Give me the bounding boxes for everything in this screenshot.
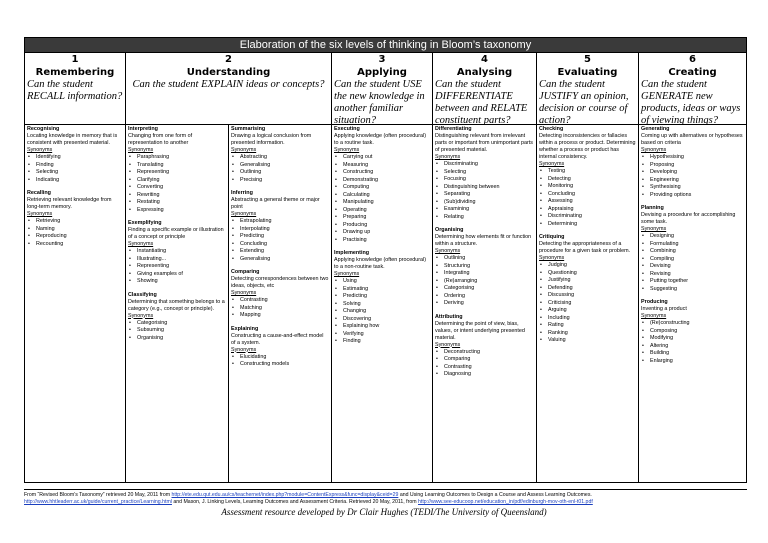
synonym-list	[435, 255, 534, 308]
synonyms-label: Synonyms	[231, 211, 257, 217]
category-description: Applying knowledge (often procedural) to a routine task.	[334, 133, 426, 146]
level-number: 2	[225, 54, 232, 65]
synonyms-label: Synonyms	[231, 147, 257, 153]
synonym-item: • Clarifying	[128, 177, 226, 185]
synonym-item: • (Re)constructing	[641, 320, 744, 328]
synonym-item: • Drawing up	[334, 229, 430, 237]
synonym-item: • Arguing	[539, 307, 636, 315]
synonyms-label: Synonyms	[539, 255, 565, 261]
category-block	[128, 126, 226, 214]
synonym-item: • Proposing	[641, 162, 744, 170]
level-number: 3	[378, 54, 386, 65]
category-block	[128, 292, 226, 343]
synonym-item: • Illustrating...	[128, 256, 226, 264]
synonym-item: • Questioning	[539, 270, 636, 278]
synonym-list	[128, 154, 226, 214]
synonyms-label: Synonyms	[435, 341, 461, 348]
synonym-item: • Focusing	[435, 176, 534, 184]
synonyms-label: Synonyms	[128, 241, 154, 247]
synonym-item: • Discriminating	[539, 213, 636, 221]
category-description: Changing from one form of representation to another	[128, 133, 193, 146]
citation-text: and Mason, J. Linking Levels, Learning Outcomes and Assessment Criteria. Retrieved 20 May, 2011, from	[173, 499, 417, 505]
synonym-item: • Constructing models	[231, 361, 329, 369]
synonym-item: • Generalising	[231, 256, 329, 264]
citation-link[interactable]: http://www.see-educoop.net/education_in/pdf/edinburgh-mov-oth-enl-t01.pdf	[418, 499, 593, 505]
synonym-item: • Hypothesising	[641, 154, 744, 162]
category-description: Detecting inconsistencies or fallacies within a process or product. Determining whether a process or product has internal consistency.	[539, 133, 636, 160]
synonym-list	[231, 154, 329, 184]
category-name: Planning	[641, 205, 664, 211]
synonym-item: • Expressing	[128, 207, 226, 215]
level-header-4	[433, 53, 537, 124]
synonym-item: • Using	[334, 278, 430, 286]
synonym-item: • Elucidating	[231, 354, 329, 362]
citation-link[interactable]: http://www.hhtleaderr.ac.uk/guide/current_practice/Learning.html	[24, 499, 172, 505]
category-block	[334, 250, 430, 346]
synonym-item: • Finding	[334, 338, 430, 346]
category-block	[128, 220, 226, 286]
category-block	[231, 126, 329, 184]
category-description: Drawing a logical conclusion from presented information.	[231, 133, 312, 146]
synonym-list	[334, 278, 430, 346]
category-name: Checking	[539, 126, 564, 132]
synonym-list	[539, 168, 636, 228]
citation-link[interactable]: http://ete.edu.qut.edu.au/cs/teachernet/index.php?module=ContentExpress&func=display&ceid=29	[171, 492, 399, 498]
column-remembering	[25, 125, 126, 482]
synonym-item: • Suggesting	[641, 286, 744, 294]
synonym-item: • Concluding	[231, 241, 329, 249]
category-name: Interpreting	[128, 126, 158, 132]
synonym-item: • Putting together	[641, 278, 744, 286]
synonym-item: • Abstracting	[231, 154, 329, 162]
synonym-item: • Naming	[27, 226, 123, 234]
synonym-list	[641, 154, 744, 199]
level-name: Evaluating	[557, 67, 618, 78]
synonym-item: • Operating	[334, 207, 430, 215]
category-block	[641, 299, 744, 365]
category-block	[231, 326, 329, 369]
synonym-item: • Building	[641, 350, 744, 358]
category-block	[231, 269, 329, 320]
synonym-item: • Identifying	[27, 154, 123, 162]
synonym-item: • Selecting	[27, 169, 123, 177]
synonym-list	[231, 297, 329, 320]
category-name: Attributing	[435, 313, 463, 320]
synonym-item: • Organising	[128, 335, 226, 343]
synonym-item: • Interpolating	[231, 226, 329, 234]
citation-text: and Using Learning Outcomes to Design a Course and Assess Learning Outcomes.	[399, 492, 592, 498]
category-description: Determining how elements fit or function within a structure.	[435, 234, 532, 247]
synonym-item: • Enlarging	[641, 358, 744, 366]
level-name: Analysing	[456, 67, 513, 78]
synonym-item: • Discriminating	[435, 161, 534, 169]
category-name: Classifying	[128, 291, 157, 298]
synonym-item: • Outlining	[231, 169, 329, 177]
synonym-list	[128, 320, 226, 343]
synonym-item: • Matching	[231, 305, 329, 313]
level-name: Understanding	[186, 67, 271, 78]
synonym-item: • Translating	[128, 162, 226, 170]
category-block	[435, 227, 534, 308]
column-evaluating	[537, 125, 639, 482]
synonym-item: • Modifying	[641, 335, 744, 343]
category-name: Producing	[641, 299, 668, 305]
credit-line: Assessment resource developed by Dr Clair Hughes (TEDI/The University of Queensland)	[221, 507, 547, 517]
synonym-item: • Providing options	[641, 192, 744, 200]
synonyms-label: Synonyms	[27, 211, 53, 217]
synonym-item: • Manipulating	[334, 199, 430, 207]
synonym-item: • Combining	[641, 248, 744, 256]
category-block	[27, 126, 123, 184]
synonym-item: • Estimating	[334, 286, 430, 294]
category-name: Implementing	[334, 250, 370, 256]
level-header-1	[25, 53, 126, 124]
category-name: Inferring	[231, 190, 253, 196]
category-block	[435, 126, 534, 221]
synonym-item: • Monitoring	[539, 183, 636, 191]
synonym-list	[435, 349, 534, 379]
synonym-item: • Measuring	[334, 162, 430, 170]
synonym-item: • Selecting	[435, 169, 534, 177]
synonym-item: • Categorising	[435, 285, 534, 293]
synonym-list	[231, 218, 329, 263]
synonym-item: • Synthesising	[641, 184, 744, 192]
synonym-item: • Including	[539, 315, 636, 323]
category-name: Exemplifying	[128, 220, 162, 226]
category-description: Detecting correspondences between two ideas, objects, etc	[231, 276, 329, 289]
synonym-list	[539, 262, 636, 345]
level-question: Can the student USE the new knowledge in another familiar situation?	[334, 79, 425, 124]
synonym-item: • Diagnosing	[435, 371, 534, 379]
synonym-item: • Valuing	[539, 337, 636, 345]
synonym-item: • Indicating	[27, 177, 123, 185]
category-block	[334, 126, 430, 244]
level-name: Creating	[668, 67, 717, 78]
category-name: Critiquing	[539, 234, 565, 240]
synonyms-label: Synonyms	[231, 290, 257, 296]
synonym-item: • Determining	[539, 221, 636, 229]
synonym-item: • Reproducing	[27, 233, 123, 241]
category-name: Explaining	[231, 325, 259, 332]
category-name: Executing	[334, 126, 360, 132]
synonym-item: • Designing	[641, 233, 744, 241]
category-block	[641, 205, 744, 293]
synonym-list	[435, 161, 534, 221]
level-name: Applying	[357, 67, 407, 78]
citation-line-2	[24, 499, 747, 506]
column-creating	[639, 125, 746, 482]
synonyms-label: Synonyms	[641, 226, 667, 232]
citation-line-1	[24, 492, 747, 499]
category-name: Comparing	[231, 269, 260, 275]
category-name: Organising	[435, 227, 464, 233]
synonym-item: • Compiling	[641, 256, 744, 264]
synonyms-label: Synonyms	[539, 161, 565, 167]
category-block	[539, 234, 636, 345]
synonym-item: • Giving examples of	[128, 271, 226, 279]
synonyms-label: Synonyms	[641, 147, 667, 153]
category-description: Devising a procedure for accomplishing some task.	[641, 212, 736, 225]
column-understanding-b	[229, 125, 332, 482]
synonym-list	[231, 354, 329, 369]
category-name: Recalling	[27, 190, 51, 196]
category-description: Retrieving relevant knowledge from long-term memory.	[27, 197, 112, 210]
synonym-item: • Altering	[641, 343, 744, 351]
synonym-list	[641, 320, 744, 365]
synonym-item: • Discovering	[334, 316, 430, 324]
synonym-item: • Extrapolating	[231, 218, 329, 226]
category-block	[27, 190, 123, 248]
synonym-item: • Engineering	[641, 177, 744, 185]
synonym-item: • Preparing	[334, 214, 430, 222]
synonym-item: • Integrating	[435, 270, 534, 278]
synonym-list	[27, 218, 123, 248]
category-block	[231, 190, 329, 263]
table-title: Elaboration of the six levels of thinking in Bloom’s taxonomy	[25, 38, 746, 53]
synonym-item: • Separating	[435, 191, 534, 199]
synonym-item: • Extending	[231, 248, 329, 256]
synonym-item: • Comparing	[435, 356, 534, 364]
synonym-item: • Calculating	[334, 192, 430, 200]
level-question: Can the student EXPLAIN ideas or concepts?	[132, 79, 325, 90]
synonym-list	[334, 154, 430, 244]
citation	[24, 489, 747, 506]
synonyms-label: Synonyms	[435, 154, 461, 160]
category-name: Summarising	[231, 126, 266, 132]
synonym-item: • Predicting	[334, 293, 430, 301]
synonym-item: • Explaining how	[334, 323, 430, 331]
synonym-item: • Testing	[539, 168, 636, 176]
category-description: Distinguishing relevant from irrelevant parts or important from unimportant parts of presented material.	[435, 133, 533, 153]
citation-text: From “Revised Bloom’s Taxonomy” retrieved 20 May, 2011 from	[24, 492, 171, 498]
bloom-table	[24, 37, 747, 483]
synonym-item: • Distinguishing between	[435, 184, 534, 192]
category-name: Generating	[641, 126, 670, 132]
synonym-item: • Deriving	[435, 300, 534, 308]
synonym-item: • Constructing	[334, 169, 430, 177]
synonym-item: • (Sub)dividing	[435, 199, 534, 207]
category-description: Locating knowledge in memory that is consistent with presented material.	[27, 133, 118, 146]
level-question: Can the student GENERATE new products, ideas or ways of viewing things?	[641, 79, 741, 124]
level-name: Remembering	[35, 67, 115, 78]
synonym-item: • Precising	[231, 177, 329, 185]
synonyms-label: Synonyms	[435, 248, 461, 254]
synonym-list	[27, 154, 123, 184]
synonym-item: • Verifying	[334, 331, 430, 339]
synonym-item: • Relating	[435, 214, 534, 222]
synonym-item: • Devising	[641, 263, 744, 271]
synonym-item: • Contrasting	[231, 297, 329, 305]
synonym-item: • Practising	[334, 237, 430, 245]
synonym-item: • Composing	[641, 328, 744, 336]
synonyms-label: Synonyms	[334, 271, 360, 277]
category-description: Detecting the appropriateness of a procedure for a given task or problem.	[539, 241, 631, 254]
synonyms-label: Synonyms	[128, 312, 154, 319]
column-understanding-a	[126, 125, 229, 482]
synonym-item: • Demonstrating	[334, 177, 430, 185]
synonyms-label: Synonyms	[128, 147, 154, 153]
synonym-item: • Recounting	[27, 241, 123, 249]
category-name: Differentiating	[435, 126, 472, 132]
level-number: 4	[481, 54, 488, 65]
category-description: Finding a specific example or illustration of a concept or principle	[128, 227, 224, 240]
synonym-item: • Formulating	[641, 241, 744, 249]
synonym-list	[128, 248, 226, 286]
level-header-2	[126, 53, 332, 124]
category-block	[641, 126, 744, 199]
synonyms-label: Synonyms	[641, 313, 667, 319]
synonym-item: • Generalising	[231, 162, 329, 170]
synonym-item: • Developing	[641, 169, 744, 177]
synonym-item: • Appraising	[539, 206, 636, 214]
level-question: Can the student RECALL information?	[27, 79, 123, 102]
synonym-item: • Rewriting	[128, 192, 226, 200]
synonym-item: • Ranking	[539, 330, 636, 338]
synonym-item: • Retrieving	[27, 218, 123, 226]
synonym-item: • Representing	[128, 263, 226, 271]
synonym-item: • Contrasting	[435, 364, 534, 372]
synonyms-label: Synonyms	[231, 346, 257, 353]
column-analysing	[433, 125, 537, 482]
synonym-item: • Showing	[128, 278, 226, 286]
synonym-item: • Changing	[334, 308, 430, 316]
level-number: 6	[689, 54, 696, 65]
category-name: Recognising	[27, 126, 60, 132]
level-question: Can the student DIFFERENTIATE between and RELATE constituent parts?	[435, 79, 528, 124]
synonym-item: • Outlining	[435, 255, 534, 263]
category-description: Constructing a cause-and-effect model of a system.	[231, 332, 324, 346]
synonym-item: • Carrying out	[334, 154, 430, 162]
synonyms-label: Synonyms	[334, 147, 360, 153]
synonym-item: • Rating	[539, 322, 636, 330]
synonym-item: • Criticising	[539, 300, 636, 308]
column-applying	[332, 125, 433, 482]
level-number: 1	[71, 54, 79, 65]
synonym-item: • Predicting	[231, 233, 329, 241]
synonym-item: • Representing	[128, 169, 226, 177]
level-question: Can the student JUSTIFY an opinion, decision or course of action?	[539, 79, 629, 124]
synonym-item: • Examining	[435, 206, 534, 214]
synonym-item: • Discussing	[539, 292, 636, 300]
category-description: Abstracting a general theme or major point	[231, 197, 320, 210]
synonym-item: • Detecting	[539, 176, 636, 184]
synonym-item: • Revising	[641, 271, 744, 279]
synonym-item: • Defending	[539, 285, 636, 293]
level-body-row	[25, 125, 746, 482]
synonym-item: • Categorising	[128, 320, 226, 328]
synonym-item: • Mapping	[231, 312, 329, 320]
synonym-item: • Computing	[334, 184, 430, 192]
synonym-item: • Subsuming	[128, 327, 226, 335]
category-description: Inventing a product	[641, 306, 687, 312]
synonym-item: • Justifying	[539, 277, 636, 285]
category-block	[435, 314, 534, 379]
level-header-row	[25, 53, 746, 125]
category-description: Determining the point of view, bias, values, or intent underlying presented material.	[435, 320, 525, 341]
category-description: Determining that something belongs to a category (e.g., concept or principle).	[128, 298, 225, 312]
synonym-item: • (Re)arranging	[435, 278, 534, 286]
synonym-item: • Restating	[128, 199, 226, 207]
synonym-item: • Judging	[539, 262, 636, 270]
synonym-item: • Finding	[27, 162, 123, 170]
category-description: Coming up with alternatives or hypotheses based on criteria	[641, 133, 743, 146]
synonym-item: • Concluding	[539, 191, 636, 199]
level-header-3	[332, 53, 433, 124]
category-description: Applying knowledge (often procedural) to a non-routine task.	[334, 257, 426, 270]
synonym-item: • Paraphrasing	[128, 154, 226, 162]
synonyms-label: Synonyms	[27, 147, 53, 153]
level-number: 5	[584, 54, 591, 65]
category-block	[539, 126, 636, 228]
synonym-item: • Producing	[334, 222, 430, 230]
synonym-item: • Ordering	[435, 293, 534, 301]
synonym-item: • Converting	[128, 184, 226, 192]
level-header-6	[639, 53, 746, 124]
synonym-item: • Instantiating	[128, 248, 226, 256]
synonym-list	[641, 233, 744, 293]
synonym-item: • Assessing	[539, 198, 636, 206]
synonym-item: • Solving	[334, 301, 430, 309]
synonym-item: • Structuring	[435, 263, 534, 271]
level-header-5	[537, 53, 639, 124]
synonym-item: • Deconstructing	[435, 349, 534, 357]
